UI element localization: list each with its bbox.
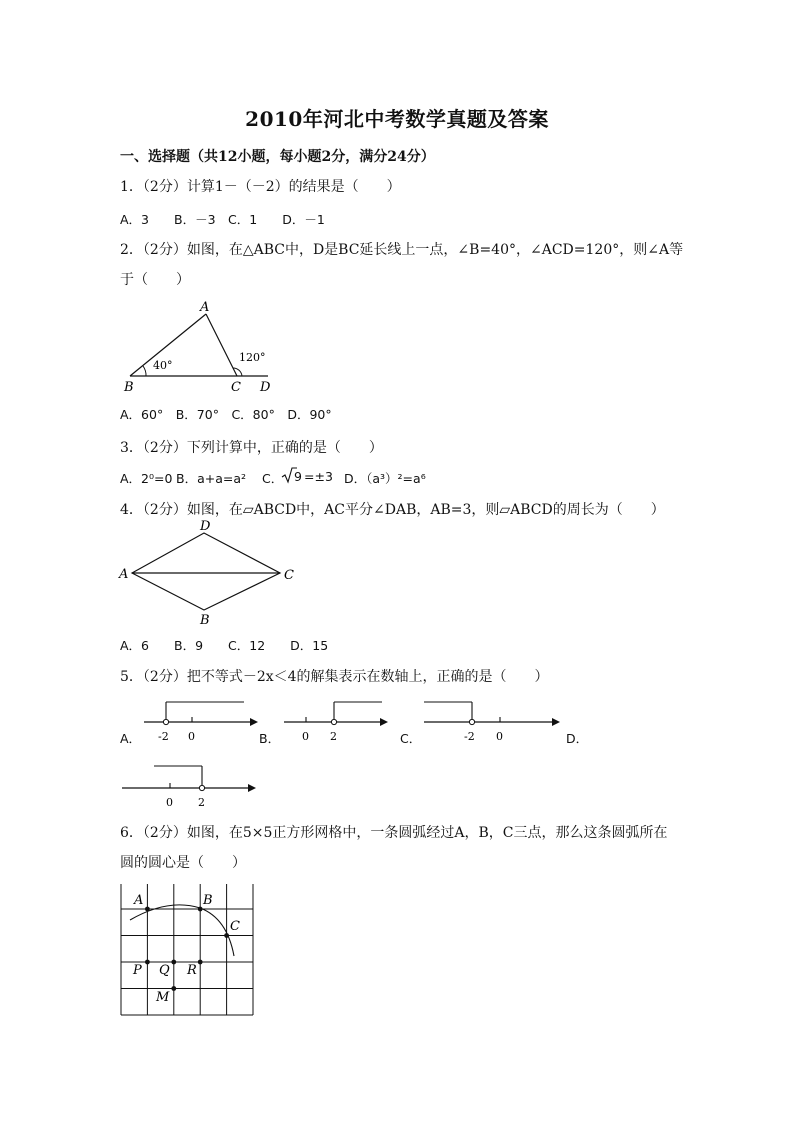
- vertex-label-d: D: [260, 380, 271, 395]
- point-c: [224, 933, 229, 938]
- number-line-option-a: [140, 696, 258, 748]
- question-4-rhombus-figure: [116, 518, 300, 628]
- question-3-option-d: D．（a³）²=a⁶: [344, 471, 426, 486]
- point-label-m: M: [156, 990, 170, 1005]
- question-5-option-c: C．: [400, 731, 422, 746]
- angle-acd-label: 120°: [239, 351, 266, 364]
- question-6-text: 6．（2分）如图，在5×5正方形网格中，一条圆弧经过A，B，C三点，那么这条圆弧所在: [120, 825, 668, 841]
- circular-arc: [130, 905, 234, 956]
- angle-b-label: 40°: [153, 359, 173, 372]
- tick-label: 0: [166, 796, 173, 809]
- question-5-option-a: A．: [120, 731, 142, 746]
- question-2-triangle-figure: [118, 298, 278, 396]
- axis-arrow-icon: [380, 718, 388, 726]
- question-3-option-a: A．2⁰=0: [120, 471, 173, 486]
- question-5-option-d: D．: [566, 731, 589, 746]
- open-circle-icon: [331, 719, 336, 724]
- tick-label: -2: [158, 730, 169, 743]
- question-3-option-c-radicand: 9: [294, 469, 302, 484]
- vertex-label-a: A: [200, 300, 210, 315]
- open-circle-icon: [469, 719, 474, 724]
- point-a: [145, 907, 150, 912]
- point-r: [198, 960, 203, 965]
- vertex-label-b: B: [200, 613, 210, 628]
- number-line-option-b: [282, 696, 390, 748]
- open-circle-icon: [199, 785, 204, 790]
- question-3-option-c-prefix: C．: [262, 471, 284, 486]
- point-p: [145, 960, 150, 965]
- tick-label: 2: [330, 730, 337, 743]
- question-3-option-c-rest: =±3: [304, 469, 333, 484]
- axis-arrow-icon: [552, 718, 560, 726]
- question-3-option-b: B．a+a=a²: [176, 471, 247, 486]
- question-5-option-b: B．: [259, 731, 281, 746]
- question-4-options: A．6 B．9 C．12 D．15: [120, 638, 329, 653]
- point-q: [171, 960, 176, 965]
- point-label-a: A: [134, 893, 144, 908]
- number-line-option-c: [422, 696, 562, 748]
- axis-arrow-icon: [248, 784, 256, 792]
- question-6-grid-figure: [114, 876, 264, 1022]
- question-6-text-cont: 圆的圆心是（ ）: [120, 855, 246, 871]
- point-label-q: Q: [159, 963, 170, 978]
- question-1-text: 1．（2分）计算1－（－2）的结果是（ ）: [120, 179, 401, 195]
- question-5-text: 5．（2分）把不等式－2x＜4的解集表示在数轴上，正确的是（ ）: [120, 669, 549, 685]
- page-title: 2010年河北中考数学真题及答案: [245, 107, 549, 131]
- point-label-p: P: [133, 963, 142, 978]
- question-4-text: 4．（2分）如图，在▱ABCD中，AC平分∠DAB，AB=3，则▱ABCD的周长为（ ）: [120, 502, 665, 518]
- vertex-label-a: A: [119, 567, 129, 582]
- point-m: [171, 986, 176, 991]
- tick-label: 0: [188, 730, 195, 743]
- question-3-text: 3．（2分）下列计算中，正确的是（ ）: [120, 440, 383, 456]
- vertex-label-b: B: [124, 380, 134, 395]
- point-label-c: C: [230, 919, 240, 934]
- open-circle-icon: [163, 719, 168, 724]
- vertex-label-c: C: [231, 380, 241, 395]
- vertex-label-c: C: [284, 568, 294, 583]
- number-line-option-d: [120, 758, 260, 810]
- axis-arrow-icon: [250, 718, 258, 726]
- tick-label: 0: [302, 730, 309, 743]
- section-heading: 一、选择题（共12小题，每小题2分，满分24分）: [120, 149, 435, 165]
- tick-label: 0: [496, 730, 503, 743]
- vertex-label-d: D: [200, 519, 211, 534]
- side-ac: [206, 314, 237, 376]
- question-2-text: 2．（2分）如图，在△ABC中，D是BC延长线上一点，∠B=40°，∠ACD=120°，则∠A等: [120, 242, 684, 258]
- tick-label: 2: [198, 796, 205, 809]
- point-label-b: B: [203, 893, 213, 908]
- question-2-options: A．60° B．70° C．80° D．90°: [120, 407, 332, 422]
- question-2-text-cont: 于（ ）: [120, 272, 190, 288]
- point-b: [198, 907, 203, 912]
- rhombus-abcd: [132, 533, 280, 610]
- tick-label: -2: [464, 730, 475, 743]
- question-1-options: A．3 B．－3 C．1 D．－1: [120, 212, 325, 227]
- point-label-r: R: [187, 963, 197, 978]
- angle-b-arc: [143, 366, 146, 376]
